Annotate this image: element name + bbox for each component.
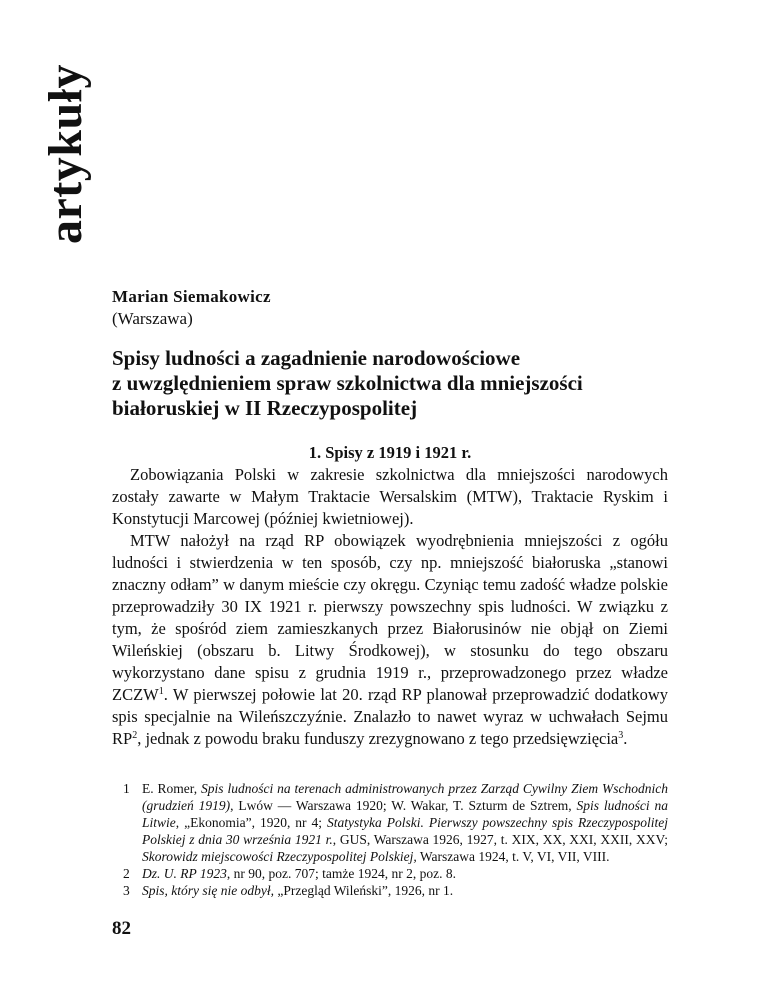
author-name: Marian Siemakowicz	[112, 287, 271, 306]
section-tag: artykuły	[39, 63, 92, 244]
paragraph-text: MTW nałożył na rząd RP obowiązek wyodrębnienia mniejszości z ogółu ludności i stwierdzenia w ten sposób, czy np. mniejszość białoruska „stanowi znaczny odłam” w danym mieście czy okręgu. Czyniąc temu zadość władze polskie przeprowadziły 30 IX 1921 r. pierwszy powszechny spis ludności. W związku z tym, że spośród ziem zamieszkanych przez Białorusinów nie objął on Ziemi Wileńskiej (obszaru b. Litwy Środkowej), w stosunku do tego obszaru wykorzystano dane spisu z grudnia 1919 r., przeprowadzonego przez władze ZCZW	[112, 531, 668, 704]
paragraph: Zobowiązania Polski w zakresie szkolnictwa dla mniejszości narodowych zostały zawarte w Małym Traktacie Wersalskim (MTW), Traktacie Ryskim i Konstytucji Marcowej (później kwietniowej).	[112, 465, 668, 528]
footnote-title: Spis, który się nie odbył,	[142, 883, 274, 898]
footnote	[112, 882, 668, 899]
section-heading: 1. Spisy z 1919 i 1921 r.	[308, 443, 472, 462]
footnote	[112, 780, 668, 865]
paragraph-text: .	[623, 729, 628, 748]
paragraph-text: . W pierwszej połowie lat 20. rząd RP planował przeprowadzić dodatkowy spis specjalnie na Wileńszczyźnie. Znalazło to nawet wyraz w uchwałach Sejmu RP	[112, 685, 668, 748]
footnote-text: , GUS, Warszawa 1926, 1927, t. XIX, XX, XXI, XXII, XXV;	[332, 832, 668, 847]
footnote-title: Statystyka Polski. Pierwszy powszechny spis Rzeczypospolitej Polskiej z dnia 30 września 1921 r.	[142, 815, 668, 847]
footnote-ref[interactable]: 1	[158, 686, 164, 697]
paragraph-text: , jednak z powodu braku funduszy zrezygnowano z tego przedsięwzięcia	[137, 729, 619, 748]
paragraph	[112, 530, 668, 750]
author-block	[112, 286, 271, 330]
page-number: 82	[112, 918, 131, 939]
article-title	[112, 346, 672, 421]
footnote-title: Skorowidz miejscowości Rzeczypospolitej Polskiej,	[142, 849, 417, 864]
footnotes	[112, 780, 668, 899]
footnote-text: , Lwów — Warszawa 1920; W. Wakar, T. Szturm de Sztrem,	[230, 798, 577, 813]
title-line: Spisy ludności a zagadnienie narodowościowe	[112, 346, 521, 370]
author-location: (Warszawa)	[112, 309, 193, 328]
footnote-text: , nr 90, poz. 707; tamże 1924, nr 2, poz. 8.	[226, 866, 456, 881]
footnote-ref[interactable]: 2	[132, 730, 138, 741]
footnote-text: „Przegląd Wileński”, 1926, nr 1.	[273, 883, 454, 898]
footnote-text: E. Romer,	[142, 781, 202, 796]
footnote-number: 2	[123, 866, 130, 881]
footnote-text: Warszawa 1924, t. V, VI, VII, VIII.	[416, 849, 610, 864]
article-body	[112, 464, 668, 750]
title-line: białoruskiej w II Rzeczypospolitej	[112, 396, 418, 420]
footnote-title: Spis ludności na terenach administrowanych przez Zarząd Cywilny Ziem Wschodnich (grudzień 1919)	[142, 781, 668, 813]
footnote-title: Dz. U. RP 1923	[142, 866, 227, 881]
footnote-number: 3	[123, 883, 130, 898]
footnote-number: 1	[123, 781, 130, 796]
footnote	[112, 865, 668, 882]
footnote-ref[interactable]: 3	[618, 730, 624, 741]
title-line: z uwzględnieniem spraw szkolnictwa dla mniejszości	[112, 371, 583, 395]
footnote-text: , „Ekonomia”, 1920, nr 4;	[175, 815, 328, 830]
footnote-title: Spis ludności na Litwie	[142, 798, 668, 830]
